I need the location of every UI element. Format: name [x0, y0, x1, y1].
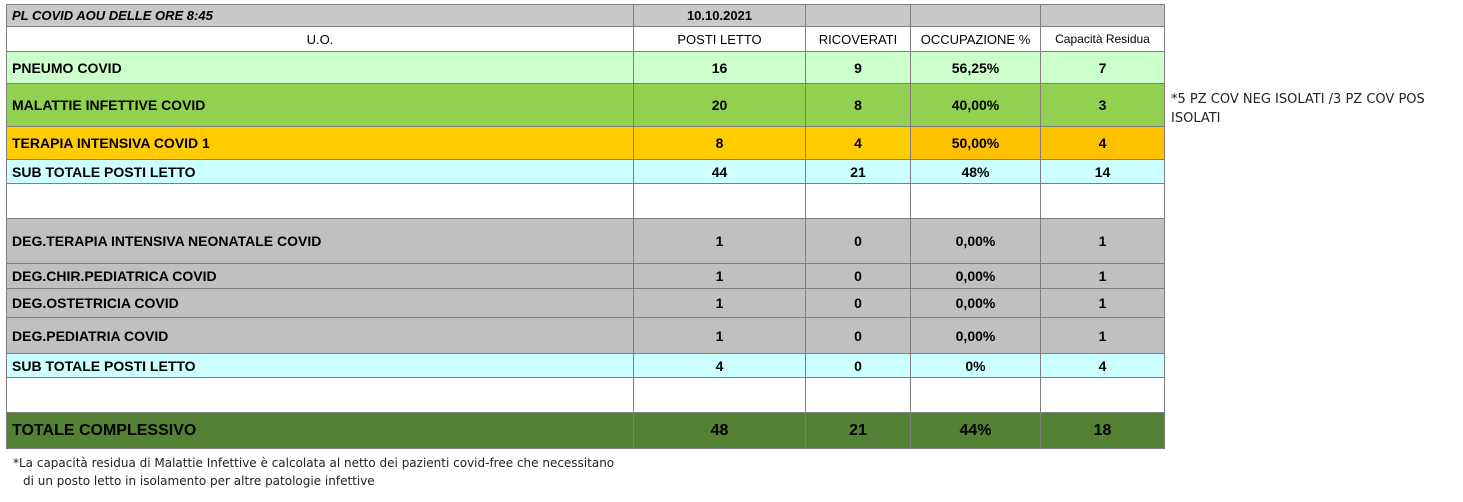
row-name: PNEUMO COVID	[7, 52, 634, 84]
table-row	[7, 84, 1165, 127]
total-row	[7, 413, 1165, 449]
report-title: PL COVID AOU DELLE ORE 8:45	[7, 5, 634, 27]
row-name: SUB TOTALE POSTI LETTO	[7, 160, 634, 184]
row-capacita: 4	[1041, 127, 1165, 160]
row-occupazione: 40,00%	[911, 84, 1041, 127]
footer-note-line2: di un posto letto in isolamento per altre patologie infettive	[23, 474, 375, 488]
row-name: DEG.TERAPIA INTENSIVA NEONATALE COVID	[7, 219, 634, 264]
row-occupazione: 0,00%	[911, 289, 1041, 318]
blank-row	[7, 184, 1165, 219]
header-posti-letto: POSTI LETTO	[634, 27, 806, 52]
row-capacita: 1	[1041, 289, 1165, 318]
row-occupazione: 0,00%	[911, 264, 1041, 289]
row-occupazione: 0,00%	[911, 318, 1041, 354]
row-name: TOTALE COMPLESSIVO	[7, 413, 634, 449]
header-row	[7, 27, 1165, 52]
row-occupazione: 44%	[911, 413, 1041, 449]
row-capacita: 18	[1041, 413, 1165, 449]
table-row	[7, 318, 1165, 354]
row-occupazione: 0%	[911, 354, 1041, 378]
row-occupazione: 50,00%	[911, 127, 1041, 160]
row-ricoverati: 0	[806, 318, 911, 354]
row-ricoverati: 9	[806, 52, 911, 84]
row-posti: 1	[634, 289, 806, 318]
footer-note	[13, 454, 614, 490]
row-posti: 44	[634, 160, 806, 184]
row-ricoverati: 21	[806, 160, 911, 184]
empty-cell	[911, 378, 1041, 413]
row-ricoverati: 0	[806, 289, 911, 318]
row-name: DEG.CHIR.PEDIATRICA COVID	[7, 264, 634, 289]
row-name: DEG.OSTETRICIA COVID	[7, 289, 634, 318]
row-occupazione: 56,25%	[911, 52, 1041, 84]
title-empty-cell	[911, 5, 1041, 27]
empty-cell	[911, 184, 1041, 219]
empty-cell	[806, 378, 911, 413]
covid-beds-table	[6, 4, 1165, 449]
empty-cell	[7, 184, 634, 219]
table-row	[7, 264, 1165, 289]
table-row	[7, 289, 1165, 318]
title-row	[7, 5, 1165, 27]
row-ricoverati: 0	[806, 219, 911, 264]
row-occupazione: 0,00%	[911, 219, 1041, 264]
row-ricoverati: 21	[806, 413, 911, 449]
row-ricoverati: 0	[806, 264, 911, 289]
title-empty-cell	[806, 5, 911, 27]
header-ricoverati: RICOVERATI	[806, 27, 911, 52]
row-capacita: 1	[1041, 318, 1165, 354]
row-posti: 4	[634, 354, 806, 378]
table-row	[7, 52, 1165, 84]
empty-cell	[806, 184, 911, 219]
row-posti: 20	[634, 84, 806, 127]
row-posti: 8	[634, 127, 806, 160]
report-date: 10.10.2021	[634, 5, 806, 27]
empty-cell	[634, 378, 806, 413]
row-capacita: 3	[1041, 84, 1165, 127]
row-name: DEG.PEDIATRIA COVID	[7, 318, 634, 354]
table-row	[7, 219, 1165, 264]
row-capacita: 14	[1041, 160, 1165, 184]
row-capacita: 1	[1041, 264, 1165, 289]
empty-cell	[634, 184, 806, 219]
row-ricoverati: 4	[806, 127, 911, 160]
row-capacita: 7	[1041, 52, 1165, 84]
row-occupazione: 48%	[911, 160, 1041, 184]
title-empty-cell	[1041, 5, 1165, 27]
row-posti: 16	[634, 52, 806, 84]
header-uo: U.O.	[7, 27, 634, 52]
row-posti: 1	[634, 219, 806, 264]
row-name: TERAPIA INTENSIVA COVID 1	[7, 127, 634, 160]
side-note: *5 PZ COV NEG ISOLATI /3 PZ COV POS ISOLATI	[1171, 92, 1425, 126]
row-ricoverati: 0	[806, 354, 911, 378]
header-capacita: Capacità Residua	[1041, 27, 1165, 52]
blank-row	[7, 378, 1165, 413]
empty-cell	[1041, 378, 1165, 413]
footer-note-line1: *La capacità residua di Malattie Infettive è calcolata al netto dei pazienti covid-free che necessitano	[13, 456, 615, 470]
header-occupazione: OCCUPAZIONE %	[911, 27, 1041, 52]
row-ricoverati: 8	[806, 84, 911, 127]
row-name: MALATTIE INFETTIVE COVID	[7, 84, 634, 127]
row-posti: 48	[634, 413, 806, 449]
table-row	[7, 127, 1165, 160]
row-name: SUB TOTALE POSTI LETTO	[7, 354, 634, 378]
row-posti: 1	[634, 264, 806, 289]
empty-cell	[7, 378, 634, 413]
empty-cell	[1041, 184, 1165, 219]
row-posti: 1	[634, 318, 806, 354]
subtotal-row	[7, 354, 1165, 378]
row-capacita: 4	[1041, 354, 1165, 378]
row-capacita: 1	[1041, 219, 1165, 264]
subtotal-row	[7, 160, 1165, 184]
